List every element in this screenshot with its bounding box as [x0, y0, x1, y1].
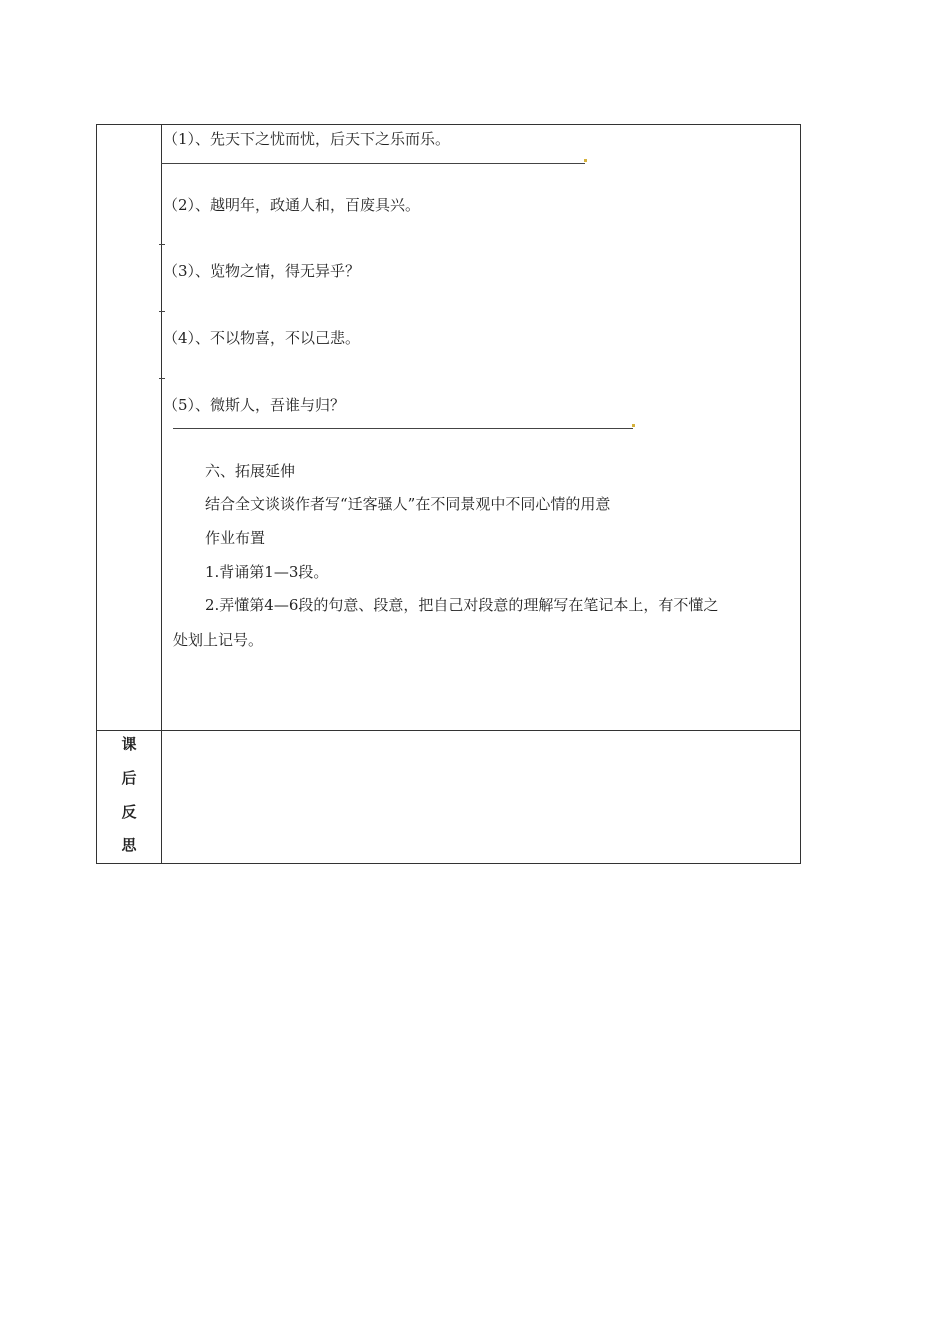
answer-line-3[interactable] [159, 311, 165, 312]
reflection-label-char: 课 [121, 735, 137, 753]
answer-line-4[interactable] [159, 378, 165, 379]
answer-line-2[interactable] [159, 244, 165, 245]
item-1: （1）、先天下之忧而忧，后天下之乐而乐。 [163, 130, 451, 148]
reflection-label-char: 思 [121, 836, 137, 854]
reflection-label-char: 反 [121, 803, 137, 821]
answer-line-1[interactable] [161, 163, 585, 164]
reflection-field[interactable] [162, 731, 800, 863]
homework-task-2-cont: 处划上记号。 [173, 631, 264, 649]
homework-task-1: 1.背诵第1—3段。 [205, 563, 329, 581]
line-marker [584, 159, 587, 162]
item-5: （5）、微斯人，吾谁与归？ [163, 396, 346, 414]
extension-question: 结合全文谈谈作者写“迁客骚人”在不同景观中不同心情的用意 [205, 495, 611, 513]
item-2: （2）、越明年，政通人和，百废具兴。 [163, 196, 421, 214]
section-heading: 六、拓展延伸 [205, 462, 296, 480]
item-3: （3）、览物之情，得无异乎？ [163, 262, 361, 280]
lesson-table [96, 124, 801, 864]
item-4: （4）、不以物喜，不以己悲。 [163, 329, 361, 347]
line-marker [632, 424, 635, 427]
homework-heading: 作业布置 [205, 529, 266, 547]
answer-line-5[interactable] [173, 428, 633, 429]
homework-task-2: 2.弄懂第4—6段的句意、段意，把自己对段意的理解写在笔记本上，有不懂之 [205, 596, 719, 614]
reflection-label-char: 后 [121, 769, 137, 787]
